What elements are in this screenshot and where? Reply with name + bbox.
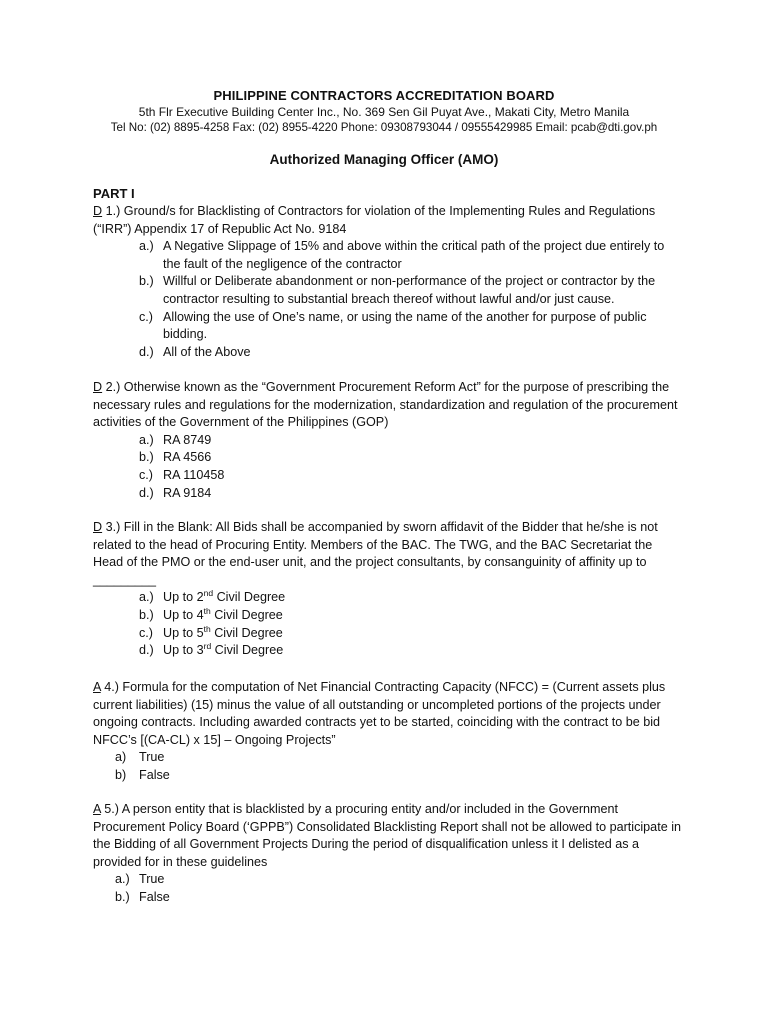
option-text: False bbox=[139, 767, 170, 782]
option-text: All of the Above bbox=[163, 344, 251, 359]
question-5 bbox=[93, 801, 683, 907]
option-b bbox=[115, 767, 683, 785]
option-c bbox=[139, 467, 683, 485]
option-text: RA 9184 bbox=[163, 485, 212, 500]
part-label: PART I bbox=[93, 186, 135, 201]
question-2 bbox=[93, 379, 683, 502]
option-label: b.) bbox=[139, 607, 154, 622]
option-label: c.) bbox=[139, 309, 153, 324]
option-label: a) bbox=[115, 750, 127, 765]
option-a bbox=[115, 871, 683, 889]
question-text: Formula for the computation of Net Financial Contracting Capacity (NFCC) = (Current assets plus current liabilities) (15) minus the value of all outstanding or uncompleted portions of the projects under ongoing contracts. Including awarded contracts yet to be started, coinciding with the contract to be bid NFCC’s [(CA-CL) x 15] – Ongoing Projects” bbox=[93, 680, 666, 747]
organization-address: 5th Flr Executive Building Center Inc., No. 369 Sen Gil Puyat Ave., Makati City, Metro Manila bbox=[138, 105, 630, 119]
organization-name: PHILIPPINE CONTRACTORS ACCREDITATION BOARD bbox=[213, 88, 555, 103]
option-text: RA 8749 bbox=[163, 432, 212, 447]
option-a bbox=[139, 589, 683, 607]
option-text: A Negative Slippage of 15% and above within the critical path of the project due entirely to the fault of the negligence of the contractor bbox=[163, 239, 665, 271]
answer-key: D bbox=[93, 204, 103, 218]
question-text: A person entity that is blacklisted by a procuring entity and/or included in the Government Procurement Policy Board (‘GPPB”) Consolidated Blacklisting Report shall not be allowed to participate in the Bidding of all Government Projects During the period of disqualification unless it I delisted as a provided for in these guidelines bbox=[93, 802, 681, 869]
question-stem bbox=[93, 801, 683, 871]
option-d bbox=[139, 344, 683, 362]
option-label: b.) bbox=[139, 450, 154, 465]
option-b bbox=[139, 449, 683, 467]
option-b bbox=[139, 607, 683, 625]
option-a bbox=[115, 749, 683, 767]
option-c bbox=[139, 309, 683, 344]
option-text: Up to 4th Civil Degree bbox=[163, 605, 283, 622]
option-text: False bbox=[139, 889, 170, 904]
option-list bbox=[115, 749, 683, 784]
option-text: Up to 5th Civil Degree bbox=[163, 623, 283, 640]
option-list bbox=[139, 432, 683, 502]
question-stem bbox=[93, 379, 683, 432]
option-d bbox=[139, 485, 683, 503]
option-label: a.) bbox=[115, 872, 130, 887]
question-1 bbox=[93, 203, 683, 361]
question-3 bbox=[93, 519, 683, 660]
answer-key: D bbox=[93, 380, 103, 394]
option-a bbox=[139, 238, 683, 273]
option-b bbox=[115, 889, 683, 907]
question-number: 5.) bbox=[100, 802, 119, 816]
question-text: Ground/s for Blacklisting of Contractors for violation of the Implementing Rules and Regulations (“IRR”) Appendix 17 of Republic Act No. 9184 bbox=[93, 204, 656, 236]
option-text: RA 4566 bbox=[163, 450, 212, 465]
option-label: d.) bbox=[139, 485, 154, 500]
question-stem bbox=[93, 203, 683, 238]
option-text: Willful or Deliberate abandonment or non-performance of the project or contractor by the contractor resulting to substantial breach thereof without lawful and/or just cause. bbox=[163, 274, 656, 306]
option-label: c.) bbox=[139, 467, 153, 482]
answer-key: A bbox=[93, 680, 101, 694]
option-label: a.) bbox=[139, 590, 154, 605]
question-stem bbox=[93, 679, 683, 749]
option-label: b.) bbox=[139, 274, 154, 289]
question-stem bbox=[93, 519, 683, 589]
option-label: a.) bbox=[139, 432, 154, 447]
option-text: Allowing the use of One’s name, or using the name of the another for purpose of public bidding. bbox=[163, 309, 647, 342]
question-number: 3.) bbox=[102, 520, 121, 534]
option-label: b) bbox=[115, 767, 127, 782]
question-number: 4.) bbox=[100, 680, 119, 694]
option-c bbox=[139, 625, 683, 643]
option-a bbox=[139, 432, 683, 450]
option-text: True bbox=[139, 872, 165, 887]
option-label: d.) bbox=[139, 643, 154, 658]
option-label: b.) bbox=[115, 889, 130, 904]
question-text: Fill in the Blank: All Bids shall be accompanied by sworn affidavit of the Bidder that he/she is not related to the head of Procuring Entity. Members of the BAC. The TWG, and the BAC Secretariat the Head of the PMO or the end-user unit, and the project consultants, by consanguinity of affinity up to _________ bbox=[93, 520, 658, 587]
organization-contact: Tel No: (02) 8895-4258 Fax: (02) 8955-4220 Phone: 09308793044 / 09555429985 Email: pcab@dti.gov.ph bbox=[110, 121, 658, 134]
option-label: d.) bbox=[139, 344, 154, 359]
answer-key: A bbox=[93, 802, 101, 816]
question-text: Otherwise known as the “Government Procurement Reform Act” for the purpose of prescribing the necessary rules and regulations for the modernization, standardization and regulation of the procurement activities of the Government of the Philippines (GOP) bbox=[93, 380, 678, 430]
question-4 bbox=[93, 679, 683, 785]
option-text: Up to 2nd Civil Degree bbox=[163, 588, 286, 605]
answer-key: D bbox=[93, 520, 103, 534]
option-text: True bbox=[139, 750, 165, 765]
option-d bbox=[139, 642, 683, 660]
question-number: 1.) bbox=[102, 204, 121, 218]
option-list bbox=[139, 238, 683, 361]
option-b bbox=[139, 273, 683, 308]
option-label: a.) bbox=[139, 239, 154, 254]
document-title: Authorized Managing Officer (AMO) bbox=[269, 152, 499, 167]
option-list bbox=[115, 871, 683, 906]
option-text: Up to 3rd Civil Degree bbox=[163, 640, 284, 658]
option-text: RA 110458 bbox=[163, 467, 225, 482]
option-label: c.) bbox=[139, 625, 153, 640]
option-list bbox=[139, 589, 683, 659]
question-number: 2.) bbox=[102, 380, 121, 394]
